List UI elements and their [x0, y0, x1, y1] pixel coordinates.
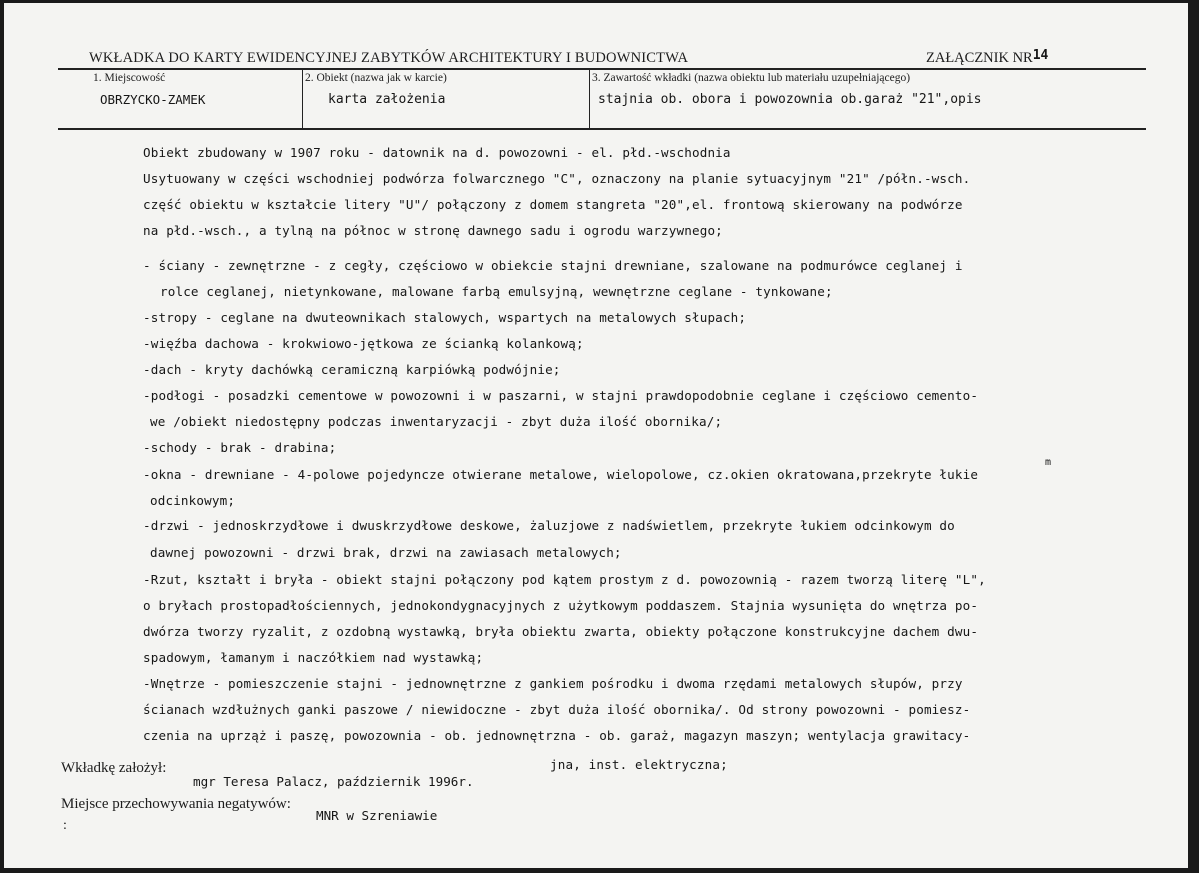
- header-rule-top: [58, 68, 1146, 70]
- object-value: karta założenia: [328, 92, 446, 107]
- margin-mark: :: [63, 818, 67, 833]
- body-line: dwórza tworzy ryzalit, z ozdobną wystawką, bryła obiektu zwarta, obiekty połączone konstrukcyjne dachem dwu-: [143, 624, 979, 639]
- body-line: o bryłach prostopadłościennych, jednokondygnacyjnych z użytkowym poddaszem. Stajnia wysunięta do wnętrza po-: [143, 598, 979, 613]
- body-line: -podłogi - posadzki cementowe w powozowni i w paszarni, w stajni prawdopodobnie ceglane i częściowo cemento-: [143, 388, 979, 403]
- body-line: -drzwi - jednoskrzydłowe i dwuskrzydłowe deskowe, żaluzjowe z nadświetlem, przekryte łukiem odcinkowym do: [143, 518, 955, 533]
- scan-border-right: [1188, 0, 1199, 873]
- form-title: WKŁADKA DO KARTY EWIDENCYJNEJ ZABYTKÓW ARCHITEKTURY I BUDOWNICTWA: [89, 50, 689, 66]
- body-line: -Rzut, kształt i bryła - obiekt stajni połączony pod kątem prostym z d. powozownią - razem tworzą literę "L",: [143, 572, 986, 587]
- body-line: dawnej powozowni - drzwi brak, drzwi na zawiasach metalowych;: [150, 545, 622, 560]
- scan-border-bottom: [0, 868, 1199, 873]
- body-line: czenia na uprząż i paszę, powozownia - ob. jednownętrzna - ob. garaż, magazyn maszyn; wentylacja grawitacy-: [143, 728, 971, 743]
- locality-label: 1. Miejscowość: [93, 72, 166, 84]
- body-line: we /obiekt niedostępny podczas inwentaryzacji - zbyt duża ilość obornika/;: [150, 414, 723, 429]
- negatives-label: Miejsce przechowywania negatywów:: [61, 796, 291, 812]
- body-line: na płd.-wsch., a tylną na północ w stronę dawnego sadu i ogrodu warzywnego;: [143, 223, 723, 238]
- body-line: -Wnętrze - pomieszczenie stajni - jednownętrzne z gankiem pośrodku i dwoma rzędami metalowych słupów, przy: [143, 676, 963, 691]
- attachment-label: [926, 50, 1048, 67]
- column-divider-2: [589, 68, 590, 129]
- negatives-value: MNR w Szreniawie: [316, 808, 438, 823]
- object-label: 2. Obiekt (nazwa jak w karcie): [305, 72, 447, 84]
- attachment-label-text: ZAŁĄCZNIK NR: [926, 50, 1033, 66]
- body-line: Usytuowany w części wschodniej podwórza folwarcznego "C", oznaczony na planie sytuacyjnym "21" /półn.-wsch.: [143, 171, 971, 186]
- body-line: -stropy - ceglane na dwuteownikach stalowych, wspartych na metalowych słupach;: [143, 310, 747, 325]
- body-line: -więźba dachowa - krokwiowo-jętkowa ze ścianką kolankową;: [143, 336, 584, 351]
- body-line: -dach - kryty dachówką ceramiczną karpiówką podwójnie;: [143, 362, 561, 377]
- body-line: Obiekt zbudowany w 1907 roku - datownik na d. powozowni - el. płd.-wschodnia: [143, 145, 731, 160]
- body-line: ścianach wzdłużnych ganki paszowe / niewidoczne - zbyt duża ilość obornika/. Od strony powozowni - pomiesz-: [143, 702, 971, 717]
- superscript-m: m: [1045, 457, 1052, 468]
- attachment-number: 14: [1032, 48, 1049, 63]
- body-line: -okna - drewniane - 4-polowe pojedyncze otwierane metalowe, wielopolowe, cz.okien okratowana,przekryte łukie: [143, 467, 979, 482]
- column-divider-1: [302, 68, 303, 129]
- body-line: - ściany - zewnętrzne - z cegły, częściowo w obiekcie stajni drewniane, szalowane na podmurówce ceglanej i: [143, 258, 963, 273]
- content-label: 3. Zawartość wkładki (nazwa obiektu lub materiału uzupełniającego): [592, 72, 911, 84]
- body-line: spadowym, łamanym i naczółkiem nad wystawką;: [143, 650, 484, 665]
- body-line: rolce ceglanej, nietynkowane, malowane farbą emulsyjną, wewnętrzne ceglane - tynkowane;: [160, 284, 833, 299]
- locality-value: OBRZYCKO-ZAMEK: [100, 92, 206, 107]
- author-label: Wkładkę założył:: [61, 760, 167, 776]
- body-line: jna, inst. elektryczna;: [550, 757, 728, 772]
- scan-border-top: [0, 0, 1199, 3]
- content-value: stajnia ob. obora i powozownia ob.garaż "21",opis: [598, 92, 982, 107]
- body-line: -schody - brak - drabina;: [143, 440, 337, 455]
- header-rule-bottom: [58, 128, 1146, 130]
- body-line: część obiektu w kształcie litery "U"/ połączony z domem stangreta "20",el. frontową skierowany na podwórze: [143, 197, 963, 212]
- author-value: mgr Teresa Palacz, październik 1996r.: [193, 774, 474, 789]
- body-line: odcinkowym;: [150, 493, 236, 508]
- scan-border-left: [0, 0, 4, 873]
